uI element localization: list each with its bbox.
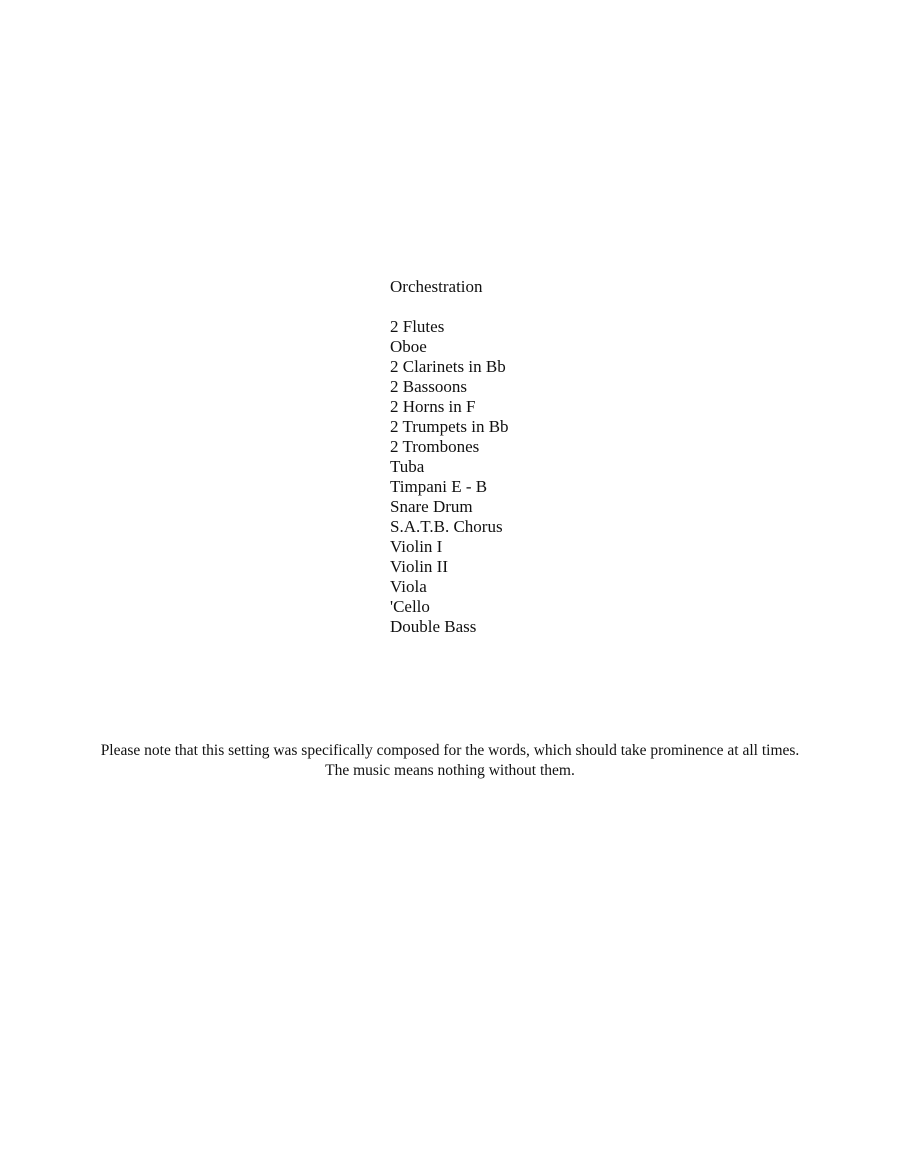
instrument-item: Oboe — [390, 337, 427, 356]
instrument-item: 2 Trombones — [390, 437, 480, 456]
instrument-item: Snare Drum — [390, 497, 473, 516]
instrument-item: S.A.T.B. Chorus — [390, 517, 503, 536]
instrument-item: 2 Horns in F — [390, 397, 476, 416]
instrument-item: 'Cello — [390, 597, 430, 616]
instrument-item: Timpani E - B — [390, 477, 488, 496]
orchestration-section — [390, 277, 690, 637]
orchestration-title: Orchestration — [390, 277, 483, 296]
instrument-item: 2 Bassoons — [390, 377, 467, 396]
instrument-item: Violin I — [390, 537, 443, 556]
note-line-1: Please note that this setting was specifically composed for the words, which should take prominence at all times. — [100, 742, 800, 759]
instrument-item: 2 Flutes — [390, 317, 445, 336]
performance-note — [0, 741, 900, 781]
instrument-item: 2 Trumpets in Bb — [390, 417, 509, 436]
note-line-2: The music means nothing without them. — [325, 762, 575, 779]
instrument-item: Viola — [390, 577, 427, 596]
instrument-item: Double Bass — [390, 617, 477, 636]
instrument-item: Violin II — [390, 557, 448, 576]
instrument-list — [390, 317, 690, 637]
instrument-item: 2 Clarinets in Bb — [390, 357, 506, 376]
instrument-item: Tuba — [390, 457, 425, 476]
